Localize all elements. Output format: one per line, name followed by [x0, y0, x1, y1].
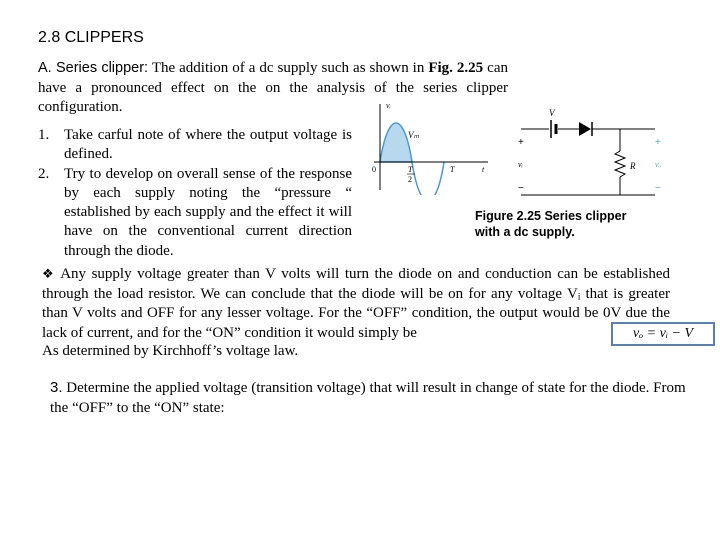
- diode-conduction-paragraph: [42, 265, 670, 343]
- question-number: 3.: [50, 379, 63, 396]
- intro-text-1: The addition of a dc supply such as shown in: [148, 60, 429, 76]
- half-period-num: T: [408, 165, 413, 174]
- period-label: T: [450, 165, 455, 174]
- list-text: Take carful note of where the output voltage is defined.: [64, 127, 352, 163]
- list-item: [38, 126, 352, 165]
- caption-line-1: Figure 2.25 Series clipper: [475, 209, 627, 223]
- negative-half-cycle: [412, 162, 444, 195]
- paragraph-text: Any supply voltage greater than V volts will turn the diode on and conduction can be established through the load resistor. We can conclude that the diode will be on for any voltage Vᵢ that is greater than V volts and OFF for any lesser voltage. For the “OFF” condition, the output would be 0V due the lack of current, and for the “ON” condition it would simply be: [42, 266, 670, 341]
- list-number: 1.: [38, 127, 50, 143]
- positive-half-cycle: [380, 123, 412, 162]
- kirchhoff-note: As determined by Kirchhoff’s voltage law.: [42, 343, 299, 359]
- amplitude-label: Vₘ: [408, 130, 420, 140]
- input-plus: +: [518, 137, 524, 148]
- bullet-diamond-icon: ❖: [42, 267, 56, 282]
- question-text: Determine the applied voltage (transition voltage) that will result in change of state for the diode. From the “OFF” to the “ON” state:: [50, 380, 686, 416]
- figure-caption: [475, 209, 675, 240]
- steps-list: [38, 126, 352, 261]
- resistor-icon: [615, 151, 625, 177]
- figure-reference: Fig. 2.25: [428, 60, 484, 76]
- output-plus: +: [655, 137, 661, 148]
- series-clipper-lead: A. Series clipper:: [38, 60, 149, 76]
- input-minus: −: [518, 183, 524, 194]
- intro-text-2: can have a pronounced effect on the on the analysis of the series clipper configuration.: [38, 60, 508, 115]
- list-text: Try to develop on overall sense of the response by each supply noting the “pressure “ established by each supply and the effect it will have on the conventional current direction through the diode.: [64, 165, 352, 259]
- diode-icon: [579, 122, 591, 136]
- battery-label: V: [549, 108, 555, 118]
- output-minus: −: [655, 183, 661, 194]
- page-title: 2.8 CLIPPERS: [38, 29, 144, 46]
- list-item: [38, 165, 352, 261]
- input-label: vᵢ: [518, 160, 523, 169]
- question-3: [50, 378, 700, 418]
- origin-label: 0: [372, 165, 376, 174]
- caption-line-2: with a dc supply.: [475, 224, 575, 239]
- output-voltage-formula: vₒ = vᵢ − V: [611, 322, 715, 346]
- input-waveform-figure: [370, 100, 495, 195]
- resistor-label: R: [630, 161, 636, 171]
- output-label: vₒ: [655, 160, 661, 169]
- time-axis-label: t: [482, 165, 485, 174]
- half-period-den: 2: [408, 175, 412, 184]
- series-clipper-circuit: [505, 105, 675, 205]
- list-number: 2.: [38, 165, 50, 182]
- y-axis-label: vᵢ: [386, 101, 391, 110]
